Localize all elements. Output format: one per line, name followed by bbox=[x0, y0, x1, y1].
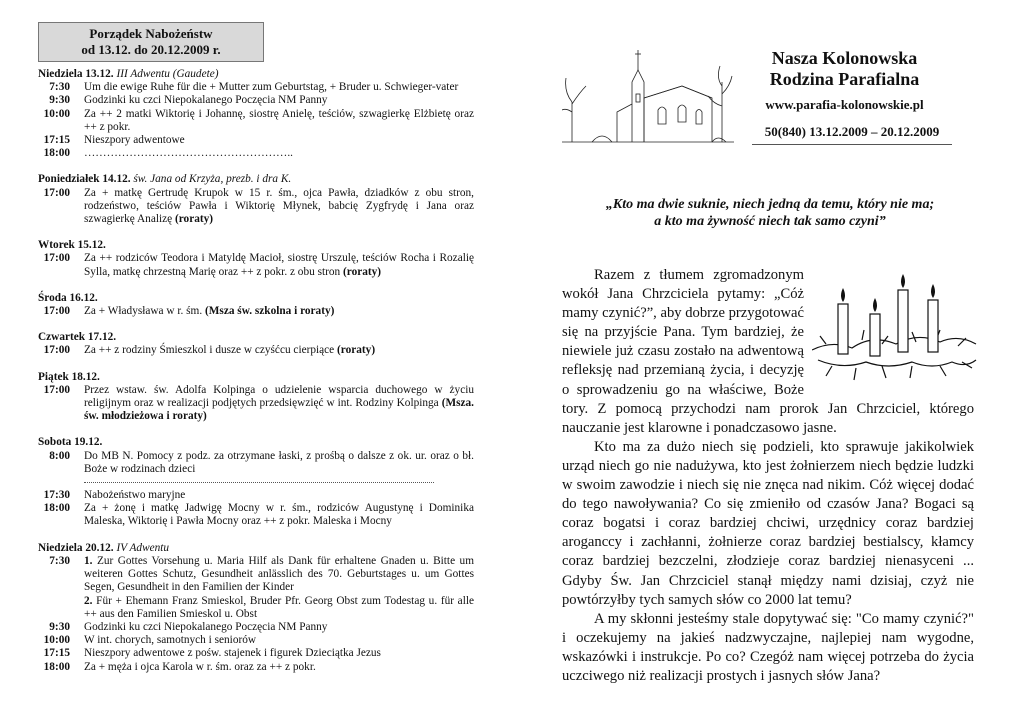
entry-intention: W int. chorych, samotnych i seniorów bbox=[84, 634, 257, 647]
entry-time: 17:30 bbox=[43, 489, 70, 502]
entry-time: 9:30 bbox=[49, 94, 70, 107]
entry-time: 18:00 bbox=[43, 147, 70, 160]
day-feast: IV Adwentu bbox=[116, 541, 170, 554]
entry-text bbox=[84, 647, 474, 660]
schedule-day bbox=[38, 542, 474, 674]
article-paragraph: Razem z tłumem zgromadzonym wokół Jana Chrzciciela pytamy: „Cóż mamy czynić?”, aby dobrze przygotować się na przyjście Pana. Tym bardziej, że niewiele już czasu zostało na adwentową refleksję nad przemianą życia, i decyzję o sprowadzeniu go na właściwe, Boże tory. Z pomocą przychodzi nam prorok Jan Chrzciciel, którego nauczanie jest klarowne i ponadczasowo jasne. bbox=[562, 267, 974, 436]
entry-note: (Msza św. szkolna i roraty) bbox=[205, 305, 335, 318]
entry-intention: Za + męża i ojca Karola w r. śm. oraz za ++ z pokr. bbox=[84, 660, 316, 673]
advent-wreath-illustration bbox=[812, 266, 978, 388]
entry-text bbox=[84, 621, 474, 634]
schedule-entry bbox=[38, 134, 474, 147]
entry-time: 17:15 bbox=[43, 134, 70, 147]
issue-number: 50(840) 13.12.2009 – 20.12.2009 bbox=[752, 124, 952, 145]
masthead-title-line2: Rodzina Parafialna bbox=[769, 69, 920, 89]
masthead-title-line1: Nasza Kolonowska bbox=[771, 48, 918, 68]
entry-time: 18:00 bbox=[43, 660, 70, 673]
gospel-quote bbox=[560, 196, 980, 230]
schedule-entry bbox=[38, 187, 474, 227]
entry-intention: Nabożeństwo maryjne bbox=[84, 489, 186, 502]
day-heading bbox=[38, 436, 474, 449]
entry-text bbox=[84, 305, 474, 318]
entry-time: 7:30 bbox=[49, 81, 70, 94]
schedule-entry bbox=[38, 661, 474, 674]
schedule-day bbox=[38, 173, 474, 226]
day-label: Środa 16.12. bbox=[38, 291, 98, 304]
entry-time bbox=[38, 595, 84, 621]
entry-time: 9:30 bbox=[49, 620, 70, 633]
entry-time: 18:00 bbox=[43, 502, 70, 515]
day-spacer bbox=[38, 423, 474, 436]
entry-note: (roraty) bbox=[343, 265, 382, 278]
schedule-entry bbox=[38, 384, 474, 424]
entry-text bbox=[84, 634, 474, 647]
day-label: Sobota 19.12. bbox=[38, 436, 103, 449]
entry-intention: Für + Ehemann Franz Smieskol, Bruder Pfr. Georg Obst zum Todestag u. für alle ++ aus den Familien Smieskol u. Obst bbox=[84, 594, 474, 620]
entry-text bbox=[84, 450, 474, 476]
entry-intention: Przez wstaw. św. Adolfa Kolpinga o udzielenie wsparcia duchowego w życiu religijnym oraz w realizacji podjętych przedsięwzięć w int. Rodziny Kolpinga bbox=[84, 383, 474, 410]
schedule-entry bbox=[38, 147, 474, 160]
entry-text bbox=[84, 384, 474, 424]
entry-intention: Do MB N. Pomocy z podz. za otrzymane łaski, z prośbą o dalsze z ok. ur. oraz o bł. Boże w rodzinach dzieci bbox=[84, 449, 474, 475]
schedule-entry bbox=[38, 634, 474, 647]
entry-text bbox=[84, 502, 474, 528]
day-heading bbox=[38, 292, 474, 305]
day-label: Wtorek 15.12. bbox=[38, 239, 106, 252]
entry-note: (roraty) bbox=[174, 213, 214, 226]
entry-intention: Za + Władysława w r. śm. bbox=[84, 305, 203, 318]
article-paragraph: A my skłonni jesteśmy stale dopytywać się: "Co mamy czynić?" i oczekujemy na jakieś nadzwyczajne, najlepiej nam wygodne, wskazówki i instrukcje. Po co? Czegóż nam więcej potrzeba do życia uczciwego niż realizacji prostych i jasnych słów Jana? bbox=[562, 610, 974, 684]
entry-time: 17:15 bbox=[43, 647, 70, 660]
schedule-header-dates: od 13.12. do 20.12.2009 r. bbox=[81, 42, 221, 57]
day-label: Poniedziałek 14.12. bbox=[38, 173, 131, 186]
entry-text bbox=[84, 187, 474, 227]
schedule-entry bbox=[38, 502, 474, 528]
day-feast: św. Jana od Krzyża, prezb. i dra K. bbox=[133, 173, 292, 186]
entry-text bbox=[84, 252, 474, 278]
church-illustration bbox=[562, 42, 734, 150]
schedule-entry bbox=[38, 621, 474, 634]
entry-time: 17:00 bbox=[43, 305, 70, 318]
entry-note: (Msza. św. młodzieżowa i roraty) bbox=[84, 397, 474, 423]
entry-number: 2. bbox=[84, 594, 93, 607]
entry-text bbox=[84, 81, 474, 94]
schedule-entry bbox=[38, 81, 474, 94]
day-label: Piątek 18.12. bbox=[38, 370, 100, 383]
entry-time: 17:00 bbox=[43, 344, 70, 357]
day-heading bbox=[38, 68, 474, 81]
schedule-day bbox=[38, 436, 474, 528]
entry-text bbox=[84, 555, 474, 595]
entry-time: 17:00 bbox=[43, 252, 70, 265]
day-spacer bbox=[38, 279, 474, 292]
entry-time: 7:30 bbox=[49, 554, 70, 567]
entry-intention: Za ++ rodziców Teodora i Matyldę Macioł, siostrę Urszulę, teściów Rocha i Rozalię Sylla, matkę chrzestną Marię oraz ++ z pokr. z obu stron bbox=[84, 252, 474, 278]
day-label: Niedziela 20.12. bbox=[38, 541, 114, 554]
day-label: Niedziela 13.12. bbox=[38, 68, 114, 80]
schedule-day bbox=[38, 292, 474, 318]
schedule-day bbox=[38, 68, 474, 160]
entry-text bbox=[84, 595, 474, 621]
entry-intention: Um die ewige Ruhe für die + Mutter zum Geburtstag, + Bruder u. Schwieger-vater bbox=[84, 81, 459, 94]
entry-time: 8:00 bbox=[49, 449, 70, 462]
quote-line2: a kto ma żywność niech tak samo czyni” bbox=[654, 214, 886, 229]
entry-intention: Za ++ z rodziny Śmieszkol i dusze w czyśćcu cierpiące bbox=[84, 344, 335, 357]
entry-note: (roraty) bbox=[337, 344, 376, 357]
article-paragraph: Kto ma za dużo niech się podzieli, kto sprawuje jakikolwiek urząd niech go nie nadużywa, kto jest żołnierzem niech będzie ludzki w swoim zawodzie i niech się nie znęca nad nikim. Cóż więcej dodać do tego nawoływania? Co się zmieniło od czasów Jana? Bogaci są coraz bogatsi i coraz bardziej chciwi, urzędnicy coraz bardziej aroganccy i zachłanni, żołnierze coraz bardziej bestialscy, kłamcy coraz bardziej bezczelni, złodzieje coraz bardziej nienasyceni ... Gdyby Św. Jan Chrzciciel stanął między nami dzisiaj, czyż nie powtórzyłby tych samych słów co 2000 lat temu? bbox=[562, 438, 974, 608]
day-spacer bbox=[38, 160, 474, 173]
day-feast: III Adwentu (Gaudete) bbox=[116, 68, 219, 80]
parish-website: www.parafia-kolonowskie.pl bbox=[765, 97, 924, 112]
day-heading bbox=[38, 371, 474, 384]
entry-text bbox=[84, 661, 474, 674]
day-label: Czwartek 17.12. bbox=[38, 331, 117, 344]
schedule-entry bbox=[38, 94, 474, 107]
mass-schedule bbox=[38, 68, 474, 674]
day-spacer bbox=[38, 358, 474, 371]
day-spacer bbox=[38, 226, 474, 239]
entry-text bbox=[84, 134, 474, 147]
entry-time: 17:00 bbox=[43, 383, 70, 396]
schedule-entry bbox=[38, 305, 474, 318]
entry-intention: Godzinki ku czci Niepokalanego Poczęcia NM Panny bbox=[84, 94, 328, 107]
schedule-entry bbox=[38, 450, 474, 476]
schedule-day bbox=[38, 239, 474, 279]
entry-time: 10:00 bbox=[43, 107, 70, 120]
dotted-separator bbox=[84, 482, 434, 483]
schedule-header-title: Porządek Nabożeństw bbox=[89, 26, 213, 41]
day-spacer bbox=[38, 318, 474, 331]
schedule-entry bbox=[38, 344, 474, 357]
schedule-entry bbox=[38, 595, 474, 621]
entry-text bbox=[84, 94, 474, 107]
entry-intention: Za + matkę Gertrudę Krupok w 15 r. śm., ojca Pawła, dziadków z obu stron, rodzeństwo, teściów Pawła i Wiktorię Młynek, babcię Zygfrydę i Jana oraz szwagierkę Analizę bbox=[84, 186, 474, 226]
schedule-day bbox=[38, 331, 474, 357]
entry-intention: Godzinki ku czci Niepokalanego Poczęcia NM Panny bbox=[84, 620, 328, 633]
day-heading bbox=[38, 239, 474, 252]
entry-intention: Nieszpory adwentowe bbox=[84, 134, 185, 147]
schedule-entry bbox=[38, 252, 474, 278]
entry-intention: ……………………………………………….. bbox=[84, 147, 293, 160]
day-spacer bbox=[38, 529, 474, 542]
schedule-entry bbox=[38, 489, 474, 502]
entry-intention: Zur Gottes Vorsehung u. Maria Hilf als Dank für erhaltene Gnaden u. Bitte um weiteren Gottes Schutz, Gesundheit anlässlich des 70. Geburtstages u. um Gottes Segen, Gesundheit in den Familien der Kinder bbox=[84, 554, 474, 594]
entry-number: 1. bbox=[84, 554, 93, 567]
entry-text bbox=[84, 489, 474, 502]
entry-text bbox=[84, 344, 474, 357]
day-heading bbox=[38, 173, 474, 186]
schedule-header-box bbox=[38, 22, 264, 62]
quote-line1: „Kto ma dwie suknie, niech jedną da temu, który nie ma; bbox=[605, 197, 935, 212]
entry-intention: Nieszpory adwentowe z pośw. stajenek i figurek Dzieciątka Jezus bbox=[84, 647, 381, 660]
entry-text bbox=[84, 108, 474, 134]
entry-time: 10:00 bbox=[43, 634, 70, 647]
schedule-entry bbox=[38, 108, 474, 134]
entry-text bbox=[84, 147, 474, 160]
schedule-entry bbox=[38, 647, 474, 660]
day-heading bbox=[38, 331, 474, 344]
day-heading bbox=[38, 542, 474, 555]
entry-intention: Za + żonę i matkę Jadwigę Mocny w r. śm., rodziców Augustynę i Dominika Maleska, Wiktorię i Pawła Mocny oraz ++ z pokr. Maleska i Mocny bbox=[84, 502, 474, 528]
masthead-title bbox=[742, 48, 947, 90]
schedule-entry bbox=[38, 555, 474, 595]
entry-intention: Za ++ 2 matki Wiktorię i Johannę, siostrę Anielę, teściów, szwagierkę Elżbietę oraz ++ z pokr. bbox=[84, 107, 474, 133]
entry-time: 17:00 bbox=[43, 186, 70, 199]
schedule-day bbox=[38, 371, 474, 424]
